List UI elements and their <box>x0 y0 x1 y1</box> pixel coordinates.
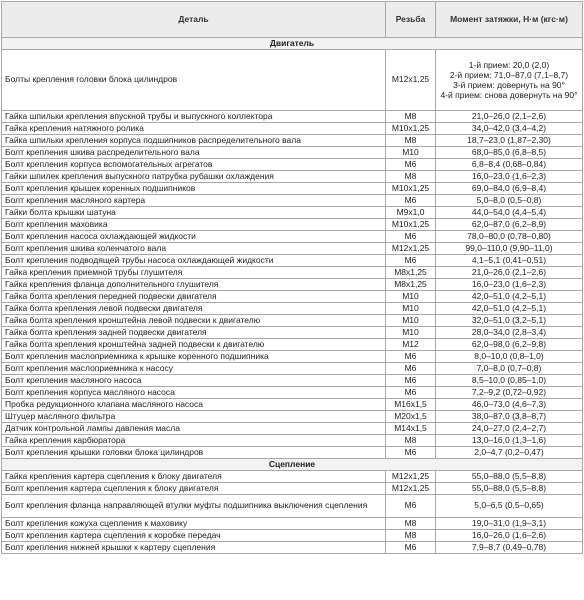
torque-value: 7,0–8,0 (0,7–0,8) <box>436 363 583 375</box>
part-name: Болт крепления масляного картера <box>2 195 386 207</box>
thread-size: М6 <box>386 542 436 554</box>
torque-value: 34,0–42,0 (3,4–4,2) <box>436 123 583 135</box>
torque-value: 16,0–23,0 (1,6–2,3) <box>436 279 583 291</box>
thread-size: М6 <box>386 351 436 363</box>
part-name: Гайки шпилек крепления выпускного патрубка рубашки охлаждения <box>2 171 386 183</box>
table-row <box>2 183 583 195</box>
table-row <box>2 363 583 375</box>
part-name: Гайка крепления картера сцепления к блоку двигателя <box>2 471 386 483</box>
part-name: Болт крепления корпуса вспомогательных агрегатов <box>2 159 386 171</box>
part-name: Болт крепления кожуха сцепления к маховику <box>2 518 386 530</box>
part-name: Болт крепления нижней крышки к картеру сцепления <box>2 542 386 554</box>
part-name: Болт крепления картера сцепления к коробке передач <box>2 530 386 542</box>
part-name: Болт крепления масляного насоса <box>2 375 386 387</box>
part-name: Болт крепления маслоприемника к крышке коренного подшипника <box>2 351 386 363</box>
torque-value: 24,0–27,0 (2,4–2,7) <box>436 423 583 435</box>
table-row <box>2 219 583 231</box>
part-name: Болт крепления крышек коренных подшипников <box>2 183 386 195</box>
table-row <box>2 471 583 483</box>
table-row <box>2 267 583 279</box>
thread-size: М8 <box>386 518 436 530</box>
section-title: Сцепление <box>2 459 583 471</box>
torque-value: 16,0–23,0 (1,6–2,3) <box>436 171 583 183</box>
thread-size: М8 <box>386 111 436 123</box>
torque-value: 38,0–87,0 (3,8–8,7) <box>436 411 583 423</box>
torque-value: 55,0–88,0 (5,5–8,8) <box>436 483 583 495</box>
section-title: Двигатель <box>2 38 583 50</box>
part-name: Пробка редукционного клапана масляного насоса <box>2 399 386 411</box>
part-name: Гайка болта крепления кронштейна левой подвески к двигателю <box>2 315 386 327</box>
thread-size: М8 <box>386 135 436 147</box>
torque-step: 4-й прием: снова довернуть на 90° <box>440 90 578 101</box>
torque-value: 5,0–8,0 (0,5–0,8) <box>436 195 583 207</box>
table-row <box>2 339 583 351</box>
torque-value: 32,0–51,0 (3,2–5,1) <box>436 315 583 327</box>
table-row <box>2 195 583 207</box>
table-row <box>2 111 583 123</box>
thread-size: М12x1,25 <box>386 50 436 111</box>
thread-size: М10 <box>386 327 436 339</box>
thread-size: М20x1,5 <box>386 411 436 423</box>
part-name: Гайка крепления натяжного ролика <box>2 123 386 135</box>
part-name: Гайка болта крепления кронштейна задней подвески к двигателю <box>2 339 386 351</box>
table-row <box>2 255 583 267</box>
table-row <box>2 159 583 171</box>
thread-size: М8 <box>386 530 436 542</box>
thread-size: М10x1,25 <box>386 219 436 231</box>
thread-size: М10x1,25 <box>386 123 436 135</box>
part-name: Болт крепления подводящей трубы насоса охлаждающей жидкости <box>2 255 386 267</box>
torque-step: 2-й прием: 71,0–87,0 (7,1–8,7) <box>449 69 569 80</box>
torque-step: 1-й прием: 20,0 (2,0) <box>468 59 550 70</box>
thread-size: М9x1,0 <box>386 207 436 219</box>
part-name: Болт крепления крышки головки блока цилиндров <box>2 447 386 459</box>
thread-size: М10 <box>386 303 436 315</box>
torque-value: 8,5–10,0 (0,85–1,0) <box>436 375 583 387</box>
torque-step: 3-й прием: довернуть на 90° <box>453 80 565 90</box>
table-row <box>2 435 583 447</box>
part-name: Штуцер масляного фильтра <box>2 411 386 423</box>
thread-size: М8x1,25 <box>386 267 436 279</box>
thread-size: М8x1,25 <box>386 279 436 291</box>
table-row <box>2 327 583 339</box>
table-row <box>2 231 583 243</box>
header-torque: Момент затяжки, Н·м (кгс·м) <box>436 2 583 38</box>
thread-size: М6 <box>386 387 436 399</box>
header-thread: Резьба <box>386 2 436 38</box>
torque-value: 21,0–26,0 (2,1–2,6) <box>436 267 583 279</box>
table-row <box>2 387 583 399</box>
part-name: Гайка болта крепления задней подвески двигателя <box>2 327 386 339</box>
table-row <box>2 542 583 554</box>
section-row <box>2 38 583 50</box>
torque-value: 78,0–80,0 (0,78–0,80) <box>436 231 583 243</box>
table-row <box>2 423 583 435</box>
thread-size: М12x1,25 <box>386 483 436 495</box>
torque-value: 28,0–34,0 (2,8–3,4) <box>436 327 583 339</box>
part-name: Датчик контрольной лампы давления масла <box>2 423 386 435</box>
thread-size: М12x1,25 <box>386 471 436 483</box>
torque-value: 8,0–10,0 (0,8–1,0) <box>436 351 583 363</box>
thread-size: М10 <box>386 147 436 159</box>
table-row <box>2 495 583 518</box>
table-row <box>2 147 583 159</box>
thread-size: М6 <box>386 375 436 387</box>
torque-value: 46,0–73,0 (4,6–7,3) <box>436 399 583 411</box>
thread-size: М6 <box>386 195 436 207</box>
thread-size: М6 <box>386 363 436 375</box>
table-row <box>2 291 583 303</box>
thread-size: М16x1,5 <box>386 399 436 411</box>
torque-value: 13,0–16,0 (1,3–1,6) <box>436 435 583 447</box>
thread-size: М8 <box>386 171 436 183</box>
thread-size: М6 <box>386 159 436 171</box>
table-row <box>2 530 583 542</box>
part-name: Болт крепления маслоприемника к насосу <box>2 363 386 375</box>
table-row <box>2 411 583 423</box>
torque-value: 68,0–85,0 (6,8–8,5) <box>436 147 583 159</box>
table-row <box>2 279 583 291</box>
torque-value <box>436 50 583 111</box>
torque-value: 44,0–54,0 (4,4–5,4) <box>436 207 583 219</box>
torque-value: 6,8–8,4 (0,68–0,84) <box>436 159 583 171</box>
part-name: Гайка болта крепления передней подвески двигателя <box>2 291 386 303</box>
table-row <box>2 351 583 363</box>
table-row <box>2 483 583 495</box>
thread-size: М10x1,25 <box>386 183 436 195</box>
torque-value: 5,0–6,5 (0,5–0,65) <box>436 495 583 518</box>
part-name: Болт крепления картера сцепления к блоку двигателя <box>2 483 386 495</box>
torque-value: 55,0–88,0 (5,5–8,8) <box>436 471 583 483</box>
torque-value: 69,0–84,0 (6,9–8,4) <box>436 183 583 195</box>
thread-size: М6 <box>386 447 436 459</box>
thread-size: М12x1,25 <box>386 243 436 255</box>
header-row <box>2 2 583 38</box>
part-name: Гайка крепления фланца дополнительного глушителя <box>2 279 386 291</box>
table-row <box>2 207 583 219</box>
thread-size: М6 <box>386 255 436 267</box>
table-row <box>2 447 583 459</box>
part-name: Болт крепления корпуса масляного насоса <box>2 387 386 399</box>
header-part: Деталь <box>2 2 386 38</box>
part-name: Болт крепления маховика <box>2 219 386 231</box>
table-row <box>2 243 583 255</box>
torque-table <box>1 1 583 554</box>
part-name: Болт крепления шкива распределительного вала <box>2 147 386 159</box>
thread-size: М10 <box>386 315 436 327</box>
torque-value: 18,7–23,0 (1,87–2,30) <box>436 135 583 147</box>
torque-value: 19,0–31,0 (1,9–3,1) <box>436 518 583 530</box>
torque-value: 16,0–26,0 (1,6–2,6) <box>436 530 583 542</box>
thread-size: М10 <box>386 291 436 303</box>
table-row <box>2 135 583 147</box>
part-name: Болты крепления головки блока цилиндров <box>2 50 386 111</box>
part-name: Гайки болта крышки шатуна <box>2 207 386 219</box>
table-row <box>2 518 583 530</box>
part-name: Гайка крепления приемной трубы глушителя <box>2 267 386 279</box>
part-name: Гайка шпильки крепления впускной трубы и выпускного коллектора <box>2 111 386 123</box>
thread-size: М6 <box>386 495 436 518</box>
torque-value: 99,0–110,0 (9,90–11,0) <box>436 243 583 255</box>
table-row <box>2 375 583 387</box>
part-name: Гайка крепления карбюратора <box>2 435 386 447</box>
torque-value: 62,0–98,0 (6,2–9,8) <box>436 339 583 351</box>
thread-size: М8 <box>386 435 436 447</box>
part-name: Гайка болта крепления левой подвески двигателя <box>2 303 386 315</box>
torque-value: 21,0–26,0 (2,1–2,6) <box>436 111 583 123</box>
table-row <box>2 315 583 327</box>
part-name: Болт крепления фланца направляющей втулки муфты подшипника выключения сцепления <box>2 495 386 518</box>
section-row <box>2 459 583 471</box>
table-row <box>2 123 583 135</box>
table-row <box>2 50 583 111</box>
part-name: Болт крепления насоса охлаждающей жидкости <box>2 231 386 243</box>
table-row <box>2 399 583 411</box>
table-row <box>2 171 583 183</box>
part-name: Болт крепления шкива коленчатого вала <box>2 243 386 255</box>
torque-value: 7,2–9,2 (0,72–0,92) <box>436 387 583 399</box>
table-body <box>2 38 583 554</box>
table-row <box>2 303 583 315</box>
part-name: Гайка шпильки крепления корпуса подшипников распределительного вала <box>2 135 386 147</box>
thread-size: М6 <box>386 231 436 243</box>
thread-size: М14x1,5 <box>386 423 436 435</box>
torque-value: 2,0–4,7 (0,2–0,47) <box>436 447 583 459</box>
torque-value: 4,1–5,1 (0,41–0,51) <box>436 255 583 267</box>
torque-value: 42,0–51,0 (4,2–5,1) <box>436 291 583 303</box>
torque-value: 7,9–8,7 (0,49–0,78) <box>436 542 583 554</box>
torque-value: 62,0–87,0 (6,2–8,9) <box>436 219 583 231</box>
torque-value: 42,0–51,0 (4,2–5,1) <box>436 303 583 315</box>
thread-size: М12 <box>386 339 436 351</box>
